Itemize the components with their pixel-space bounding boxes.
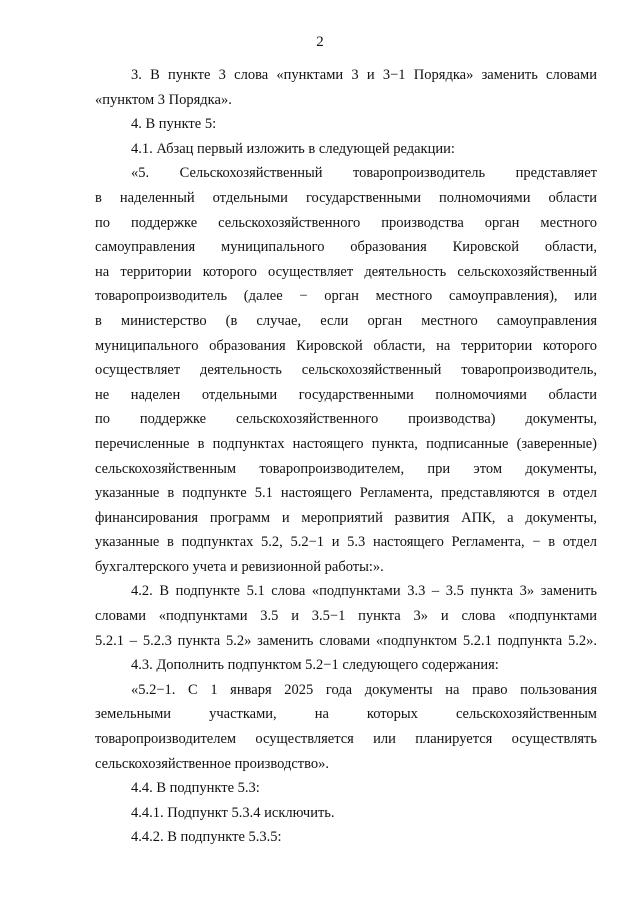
text-line: «5. Сельскохозяйственный товаропроизводитель представляет — [131, 165, 597, 182]
text-line: товаропроизводителем осуществляется или планируется осуществлять — [95, 731, 597, 748]
text-line: «пунктом 3 Порядка». — [95, 91, 232, 108]
text-line: 4.2. В подпункте 5.1 слова «подпунктами 3.3 – 3.5 пункта 3» заменить — [131, 583, 597, 600]
text-line: 5.2.1 – 5.2.3 пункта 5.2» заменить словами «подпунктом 5.2.1 подпункта 5.2». — [95, 632, 597, 649]
text-line: сельскохозяйственное производство». — [95, 755, 329, 772]
text-line: 4. В пункте 5: — [131, 116, 217, 133]
text-line: земельными участками, на которых сельскохозяйственным — [95, 706, 597, 723]
text-line: перечисленные в подпунктах настоящего пункта, подписанные (заверенные) — [95, 435, 597, 452]
text-line: 3. В пункте 3 слова «пунктами 3 и 3−1 Порядка» заменить словами — [131, 67, 597, 83]
text-line: на территории которого осуществляет деятельность сельскохозяйственный — [95, 263, 597, 280]
text-line: самоуправления муниципального образования Кировской области, — [95, 239, 597, 256]
text-line: бухгалтерского учета и ревизионной работы:». — [95, 558, 384, 575]
text-line: 4.4.1. Подпункт 5.3.4 исключить. — [131, 804, 335, 821]
text-line: товаропроизводитель (далее − орган местного самоуправления), или — [95, 288, 597, 305]
text-line: 4.3. Дополнить подпунктом 5.2−1 следующего содержания: — [131, 657, 499, 674]
text-line: не наделен отдельными государственными полномочиями области — [95, 386, 597, 403]
text-line: сельскохозяйственным товаропроизводителем, при этом документы, — [95, 460, 597, 477]
text-line: указанные в подпунктах 5.2, 5.2−1 и 5.3 настоящего Регламента, − в отдел — [95, 534, 597, 551]
text-line: в наделенный отдельными государственными полномочиями области — [95, 189, 597, 206]
text-line: муниципального образования Кировской области, на территории которого — [95, 337, 597, 354]
document-body — [95, 63, 597, 850]
text-line: «5.2−1. С 1 января 2025 года документы на право пользования — [131, 681, 597, 698]
text-line: указанные в подпункте 5.1 настоящего Регламента, представляются в отдел — [95, 485, 597, 502]
text-line: 4.4.2. В подпункте 5.3.5: — [131, 829, 282, 846]
text-line: 4.4. В подпункте 5.3: — [131, 780, 260, 797]
page-number: 2 — [316, 34, 324, 50]
text-line: осуществляет деятельность сельскохозяйственный товаропроизводитель, — [95, 362, 597, 379]
text-line: по поддержке сельскохозяйственного производства) документы, — [95, 411, 597, 428]
text-line: словами «подпунктами 3.5 и 3.5−1 пункта 3» и слова «подпунктами — [95, 608, 597, 625]
text-line: 4.1. Абзац первый изложить в следующей редакции: — [131, 140, 455, 157]
text-line: по поддержке сельскохозяйственного производства орган местного — [95, 214, 597, 231]
text-line: в министерство (в случае, если орган местного самоуправления — [95, 312, 597, 329]
text-line: финансирования программ и мероприятий развития АПК, а документы, — [95, 509, 597, 526]
